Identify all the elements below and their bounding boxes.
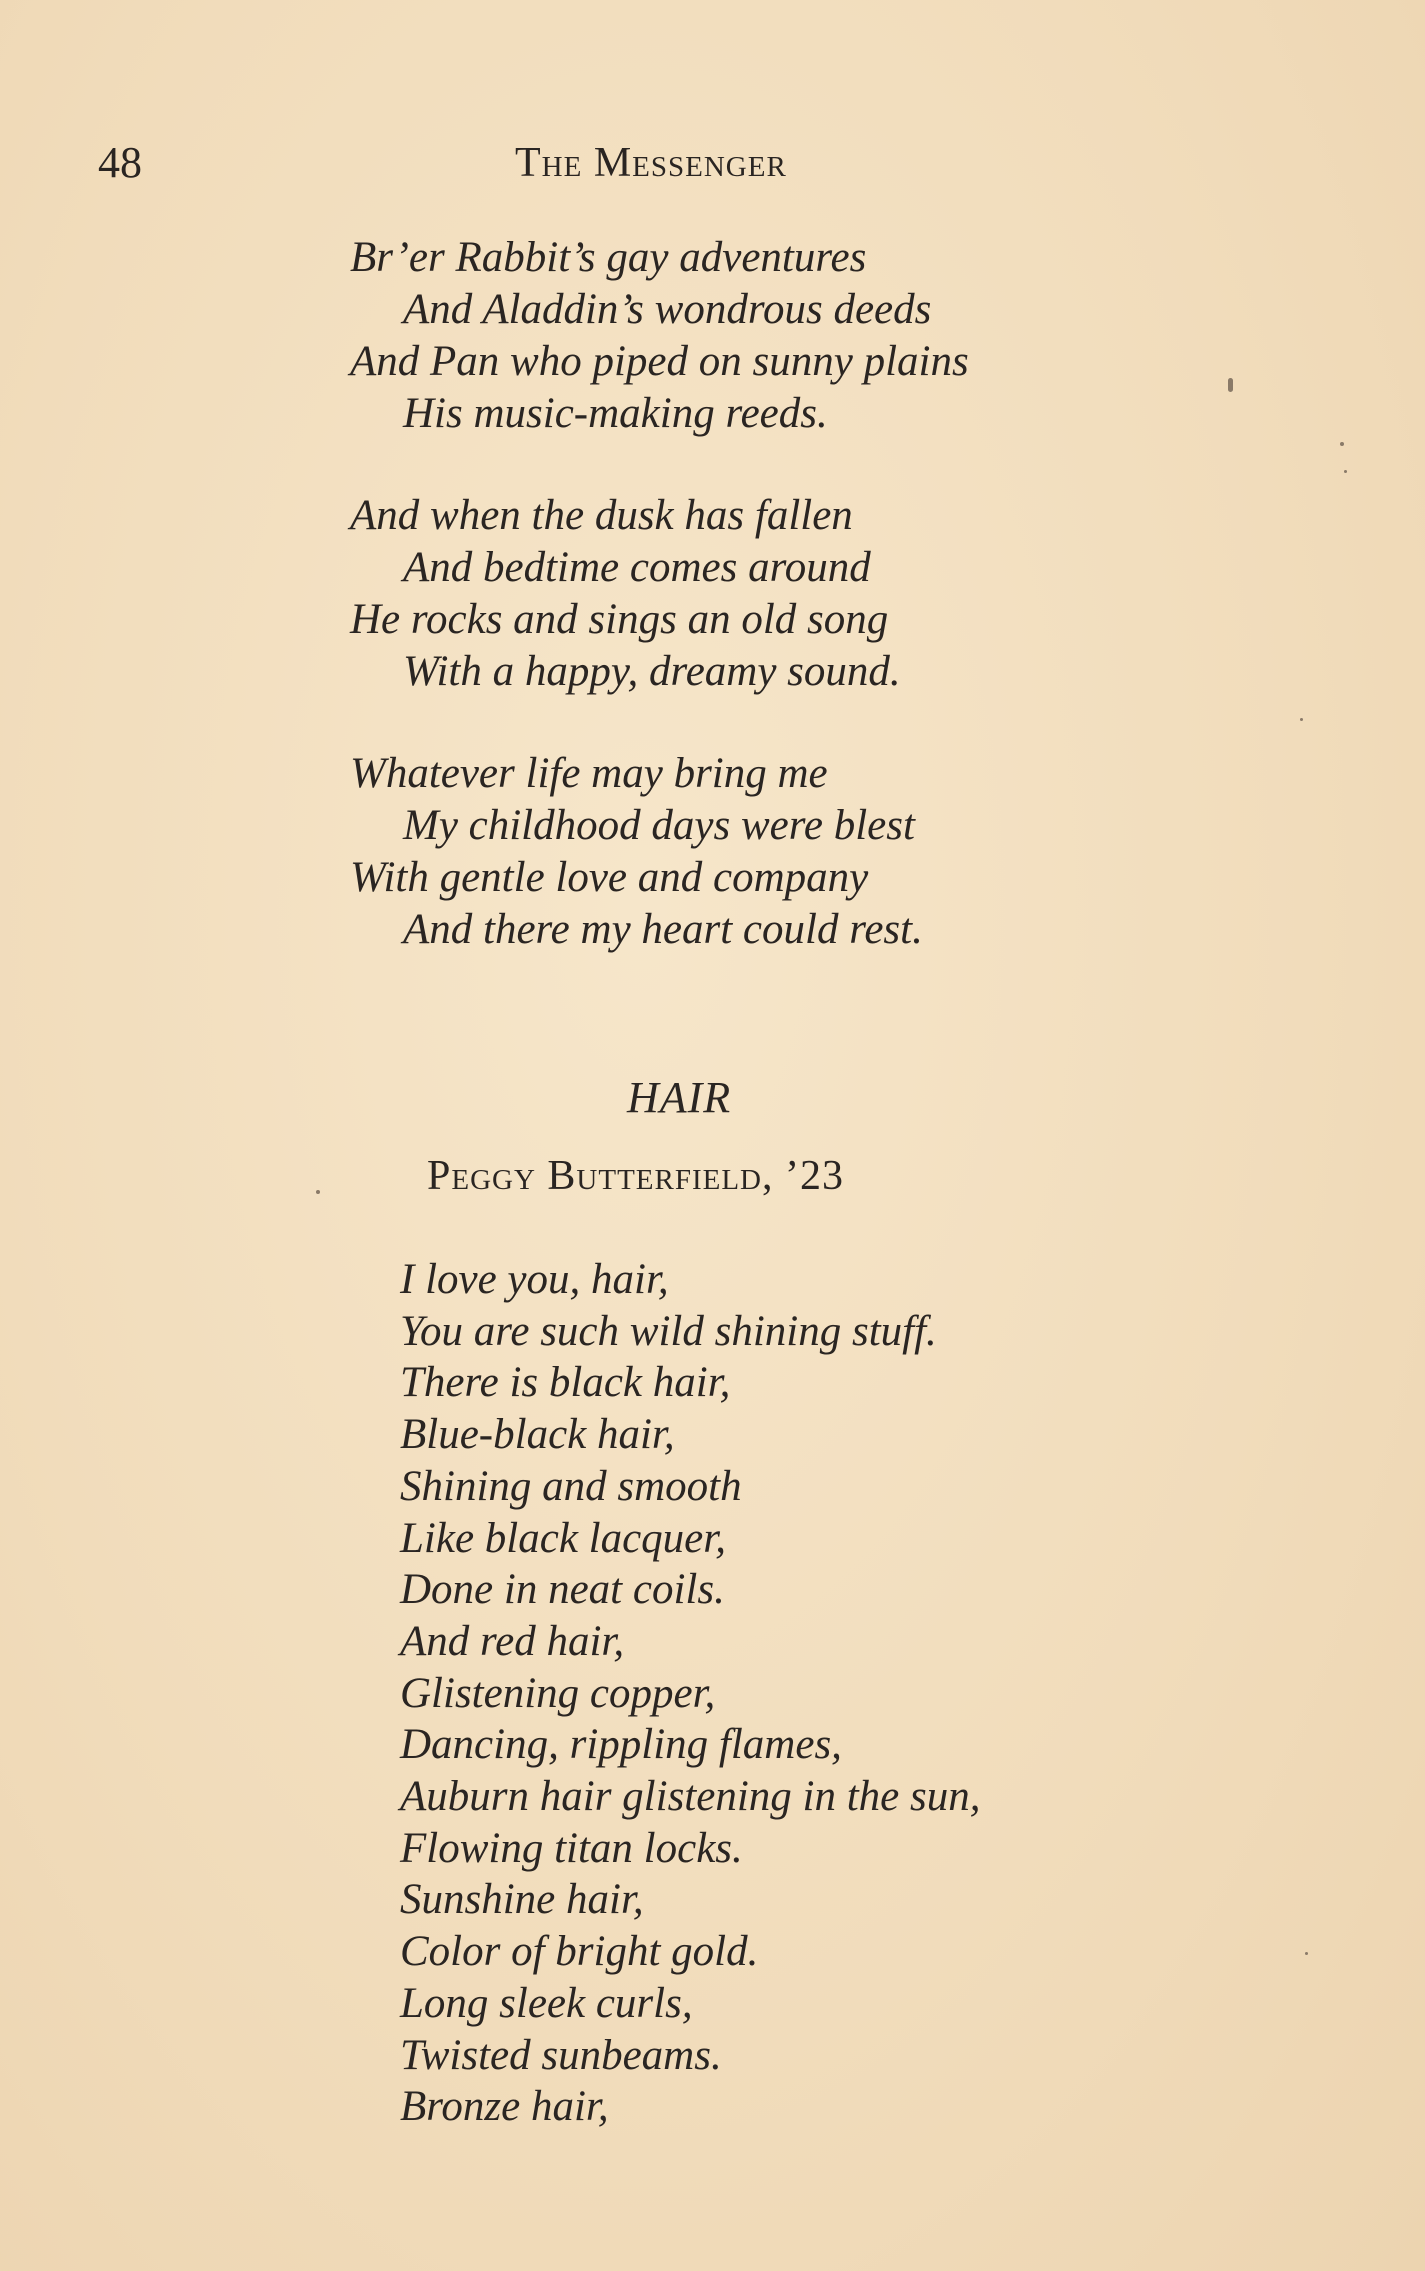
verse-line: Glistening copper,: [400, 1669, 716, 1717]
verse-line: He rocks and sings an old song: [350, 596, 889, 643]
paper-speck: [1300, 718, 1303, 721]
verse-line: His music-making reeds.: [403, 390, 828, 437]
verse-line: Dancing, rippling flames,: [400, 1721, 842, 1769]
verse-line: Twisted sunbeams.: [400, 2031, 722, 2079]
paper-speck: [1228, 378, 1233, 392]
verse-line: Bronze hair,: [400, 2083, 609, 2131]
verse-line: There is black hair,: [400, 1359, 731, 1407]
verse-line: Whatever life may bring me: [350, 750, 828, 797]
verse-line: Flowing titan locks.: [400, 1824, 743, 1872]
verse-line: With gentle love and company: [350, 854, 869, 901]
page-number: 48: [98, 138, 142, 187]
verse-line: You are such wild shining stuff.: [400, 1307, 937, 1355]
verse-line: I love you, hair,: [400, 1256, 669, 1303]
verse-line: Sunshine hair,: [400, 1876, 644, 1924]
verse-line: And there my heart could rest.: [403, 906, 923, 953]
verse-line: Shining and smooth: [400, 1462, 742, 1510]
running-head: The Messenger: [515, 140, 787, 186]
verse-line: And Aladdin’s wondrous deeds: [403, 286, 932, 333]
paper-speck: [1340, 442, 1344, 446]
verse-line: Auburn hair glistening in the sun,: [400, 1773, 981, 1821]
poem-body: [400, 1254, 981, 2133]
verse-line: Blue-black hair,: [400, 1411, 675, 1459]
verse-line: Color of bright gold.: [400, 1928, 759, 1976]
stanza: [350, 490, 901, 698]
verse-line: Br’er Rabbit’s gay adventures: [350, 234, 867, 281]
stanza: [350, 232, 969, 440]
paper-speck: [316, 1190, 320, 1194]
verse-line: With a happy, dreamy sound.: [403, 648, 901, 695]
poem-author: Peggy Butterfield, ’23: [427, 1153, 844, 1199]
verse-line: Done in neat coils.: [400, 1566, 725, 1614]
paper-speck: [1344, 470, 1347, 473]
verse-line: Like black lacquer,: [400, 1514, 726, 1562]
paper-speck: [1305, 1952, 1308, 1955]
verse-line: And red hair,: [400, 1617, 625, 1665]
verse-line: And Pan who piped on sunny plains: [350, 338, 969, 385]
poem-title: HAIR: [627, 1073, 732, 1122]
verse-line: Long sleek curls,: [400, 1979, 693, 2027]
stanza: [350, 748, 923, 956]
verse-line: My childhood days were blest: [403, 802, 915, 849]
verse-line: And when the dusk has fallen: [350, 492, 853, 539]
verse-line: And bedtime comes around: [403, 544, 871, 591]
